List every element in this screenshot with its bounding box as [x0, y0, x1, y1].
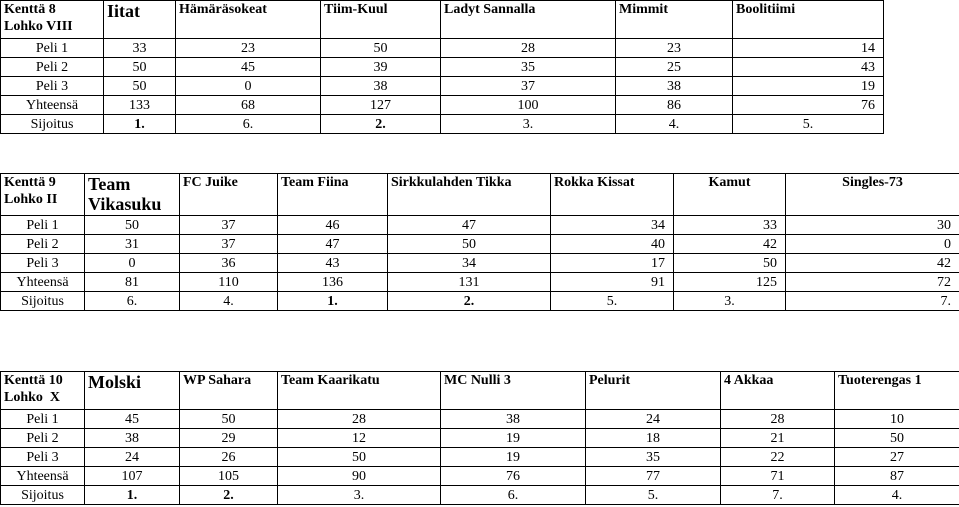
score-cell: 50 [674, 254, 786, 273]
table-row [1, 39, 884, 58]
score-cell: 42 [786, 254, 959, 273]
score-cell: 14 [733, 39, 884, 58]
score-cell: 46 [278, 216, 388, 235]
score-cell: 35 [441, 58, 616, 77]
score-cell: 24 [85, 448, 180, 467]
score-cell: 22 [721, 448, 835, 467]
table-row [1, 486, 959, 505]
rank-cell: 3. [441, 115, 616, 134]
team-header: Sirkkulahden Tikka [388, 174, 551, 216]
score-cell: 19 [441, 429, 586, 448]
total-cell: 110 [180, 273, 278, 292]
row-label: Peli 1 [1, 216, 85, 235]
total-cell: 71 [721, 467, 835, 486]
results-table-kentta-8 [0, 0, 884, 134]
score-cell: 37 [180, 235, 278, 254]
score-cell: 43 [733, 58, 884, 77]
rank-cell: 5. [551, 292, 674, 311]
team-header: Iitat [104, 1, 176, 39]
field-block-label [1, 372, 85, 410]
block-name: Lohko II [4, 192, 58, 207]
team-header: Singles-73 [786, 174, 959, 216]
total-cell: 87 [835, 467, 959, 486]
row-label: Peli 1 [1, 39, 104, 58]
total-cell: 76 [441, 467, 586, 486]
table-row [1, 235, 959, 254]
score-cell: 50 [278, 448, 441, 467]
team-header: Pelurit [586, 372, 721, 410]
total-cell: 127 [321, 96, 441, 115]
rank-cell: 1. [104, 115, 176, 134]
block-name: Lohko X [4, 390, 61, 405]
total-cell: 125 [674, 273, 786, 292]
score-cell: 50 [104, 58, 176, 77]
score-cell: 36 [180, 254, 278, 273]
score-cell: 17 [551, 254, 674, 273]
team-header: FC Juike [180, 174, 278, 216]
total-cell: 86 [616, 96, 733, 115]
score-cell: 26 [180, 448, 278, 467]
team-header: Hämäräsokeat [176, 1, 321, 39]
rank-cell: 3. [278, 486, 441, 505]
block-name: Lohko VIII [4, 19, 73, 34]
row-label: Peli 2 [1, 429, 85, 448]
score-cell: 38 [441, 410, 586, 429]
total-cell: 136 [278, 273, 388, 292]
rank-cell: 4. [835, 486, 959, 505]
score-cell: 25 [616, 58, 733, 77]
score-cell: 37 [180, 216, 278, 235]
rank-cell: 2. [388, 292, 551, 311]
rank-cell: 5. [733, 115, 884, 134]
table-row [1, 115, 884, 134]
score-cell: 10 [835, 410, 959, 429]
rank-cell: 6. [85, 292, 180, 311]
table-row [1, 254, 959, 273]
score-cell: 28 [441, 39, 616, 58]
row-label: Yhteensä [1, 467, 85, 486]
rank-cell: 6. [176, 115, 321, 134]
score-cell: 37 [441, 77, 616, 96]
score-cell: 42 [674, 235, 786, 254]
team-header: Team Kaarikatu [278, 372, 441, 410]
score-cell: 33 [104, 39, 176, 58]
score-cell: 38 [321, 77, 441, 96]
row-label: Peli 1 [1, 410, 85, 429]
field-block-label [1, 1, 104, 39]
team-header: Mimmit [616, 1, 733, 39]
score-cell: 23 [616, 39, 733, 58]
rank-cell: 5. [586, 486, 721, 505]
score-cell: 0 [85, 254, 180, 273]
total-cell: 91 [551, 273, 674, 292]
score-cell: 50 [835, 429, 959, 448]
score-cell: 35 [586, 448, 721, 467]
score-cell: 24 [586, 410, 721, 429]
total-cell: 77 [586, 467, 721, 486]
row-label: Yhteensä [1, 273, 85, 292]
team-header: Tuoterengas 1 [835, 372, 959, 410]
row-label: Peli 2 [1, 58, 104, 77]
team-header: Molski [85, 372, 180, 410]
team-header: Boolitiimi [733, 1, 884, 39]
row-label: Peli 2 [1, 235, 85, 254]
score-cell: 47 [388, 216, 551, 235]
team-header: Team Vikasuku [85, 174, 180, 216]
table-row [1, 216, 959, 235]
rank-cell: 1. [278, 292, 388, 311]
score-cell: 45 [176, 58, 321, 77]
total-cell: 76 [733, 96, 884, 115]
score-cell: 27 [835, 448, 959, 467]
score-cell: 19 [733, 77, 884, 96]
score-cell: 38 [85, 429, 180, 448]
total-cell: 100 [441, 96, 616, 115]
table-row [1, 58, 884, 77]
score-cell: 38 [616, 77, 733, 96]
team-header: MC Nulli 3 [441, 372, 586, 410]
team-header: 4 Akkaa [721, 372, 835, 410]
score-cell: 45 [85, 410, 180, 429]
table-row [1, 292, 959, 311]
score-cell: 31 [85, 235, 180, 254]
score-cell: 19 [441, 448, 586, 467]
score-cell: 47 [278, 235, 388, 254]
score-cell: 29 [180, 429, 278, 448]
table-row [1, 77, 884, 96]
score-cell: 0 [786, 235, 959, 254]
table-row [1, 273, 959, 292]
score-cell: 0 [176, 77, 321, 96]
score-cell: 50 [388, 235, 551, 254]
score-cell: 12 [278, 429, 441, 448]
row-label: Yhteensä [1, 96, 104, 115]
score-cell: 23 [176, 39, 321, 58]
score-cell: 50 [104, 77, 176, 96]
team-header: Team Fiina [278, 174, 388, 216]
score-cell: 50 [321, 39, 441, 58]
score-cell: 28 [721, 410, 835, 429]
rank-cell: 6. [441, 486, 586, 505]
team-header: Tiim-Kuul [321, 1, 441, 39]
row-label: Peli 3 [1, 77, 104, 96]
rank-cell: 7. [786, 292, 959, 311]
rank-cell: 4. [180, 292, 278, 311]
field-name: Kenttä 8 [4, 2, 56, 17]
score-cell: 50 [85, 216, 180, 235]
row-label: Sijoitus [1, 115, 104, 134]
results-table-kentta-10 [0, 371, 959, 505]
total-cell: 72 [786, 273, 959, 292]
score-cell: 18 [586, 429, 721, 448]
score-cell: 28 [278, 410, 441, 429]
total-cell: 81 [85, 273, 180, 292]
total-cell: 90 [278, 467, 441, 486]
team-header: Rokka Kissat [551, 174, 674, 216]
row-label: Sijoitus [1, 292, 85, 311]
team-header: Ladyt Sannalla [441, 1, 616, 39]
table-row [1, 410, 959, 429]
total-cell: 107 [85, 467, 180, 486]
score-cell: 40 [551, 235, 674, 254]
row-label: Peli 3 [1, 448, 85, 467]
table-row [1, 429, 959, 448]
score-cell: 30 [786, 216, 959, 235]
field-block-label [1, 174, 85, 216]
field-name: Kenttä 10 [4, 373, 63, 388]
table-row [1, 467, 959, 486]
team-header: WP Sahara [180, 372, 278, 410]
team-header: Kamut [674, 174, 786, 216]
total-cell: 133 [104, 96, 176, 115]
table-row [1, 448, 959, 467]
rank-cell: 1. [85, 486, 180, 505]
rank-cell: 3. [674, 292, 786, 311]
rank-cell: 2. [321, 115, 441, 134]
score-cell: 21 [721, 429, 835, 448]
score-cell: 39 [321, 58, 441, 77]
table-row [1, 96, 884, 115]
total-cell: 68 [176, 96, 321, 115]
rank-cell: 7. [721, 486, 835, 505]
score-cell: 34 [551, 216, 674, 235]
row-label: Peli 3 [1, 254, 85, 273]
score-cell: 43 [278, 254, 388, 273]
score-cell: 34 [388, 254, 551, 273]
row-label: Sijoitus [1, 486, 85, 505]
rank-cell: 4. [616, 115, 733, 134]
rank-cell: 2. [180, 486, 278, 505]
field-name: Kenttä 9 [4, 175, 56, 190]
results-table-kentta-9 [0, 173, 959, 311]
score-cell: 50 [180, 410, 278, 429]
score-cell: 33 [674, 216, 786, 235]
total-cell: 131 [388, 273, 551, 292]
total-cell: 105 [180, 467, 278, 486]
